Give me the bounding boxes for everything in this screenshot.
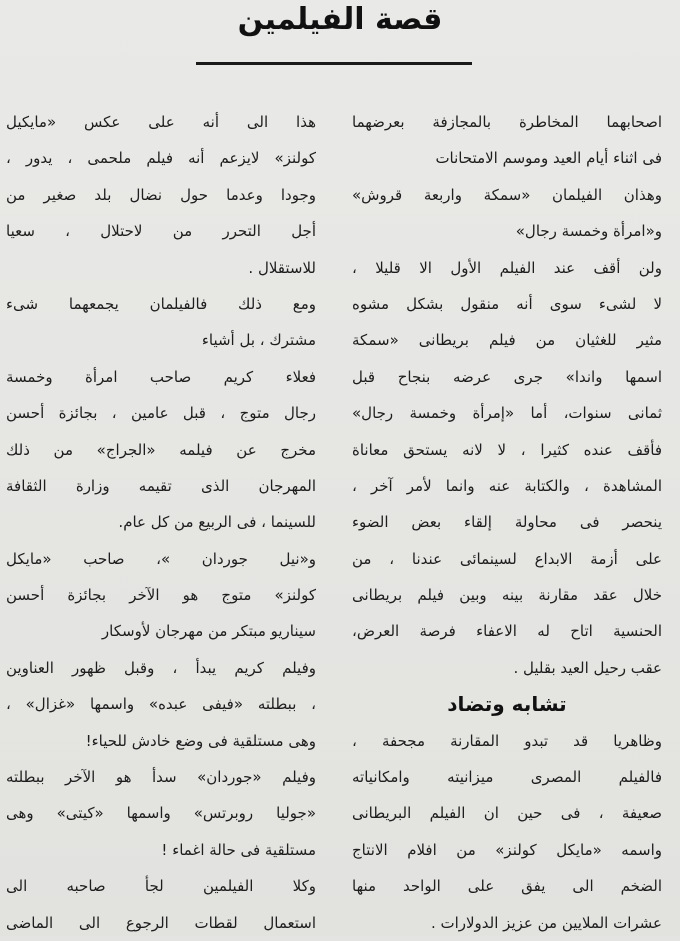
paragraph-line: فالفيلم المصرى ميزانيته وامكانياته xyxy=(352,768,662,787)
title-underline xyxy=(196,62,472,65)
left-column xyxy=(6,104,316,941)
paragraph-line: استعمال لقطات الرجوع الى الماضى xyxy=(6,913,316,932)
paragraph-line: «جوليا روبرتس» واسمها «كيتى» وهى xyxy=(6,804,316,823)
paragraph-line: كولنز» لايزعم أنه فيلم ملحمى ، يدور ، xyxy=(6,149,316,168)
paragraph-line: وفيلم كريم يبدأ ، وقبل ظهور العناوين xyxy=(6,658,316,677)
paragraph-line: مشترك ، بل أشياء xyxy=(201,331,316,350)
paragraph-line: ، ببطلته «فيفى عبده» واسمها «غزال» ، xyxy=(6,695,316,714)
paragraph-line: صعيفة ، فى حين ان الفيلم البريطانى xyxy=(352,804,662,823)
paragraph-line: و«امرأة وخمسة رجال» xyxy=(515,222,662,241)
paragraph-line: عشرات الملايين من عزيز الدولارات . xyxy=(430,913,662,932)
paragraph-line: رجال متوج ، قبل عامين ، بجائزة أحسن xyxy=(6,404,316,423)
paragraph-line: للاستقلال . xyxy=(248,258,316,277)
paragraph-line: المهرجان الذى تقيمه وزارة الثقافة xyxy=(6,476,316,495)
paragraph-line: مثير للغثيان من فيلم بريطانى «سمكة xyxy=(352,331,662,350)
paragraph-line: للسينما ، فى الربيع من كل عام. xyxy=(118,513,316,532)
paragraph-line: ثمانى سنوات، أما «إمرأة وخمسة رجال» xyxy=(352,404,662,423)
paragraph-line: ومع ذلك فالفيلمان يجمعهما شىء xyxy=(6,294,316,313)
paragraph-line: هذا الى أنه على عكس «مايكيل xyxy=(6,113,316,131)
paragraph-line: اسمها واندا» جرى عرضه بنجاح قبل xyxy=(352,367,662,386)
paragraph-line: فعلاء كريم صاحب امرأة وخمسة xyxy=(6,367,316,386)
right-column xyxy=(352,104,662,941)
paragraph-line: وظاهريا قد تبدو المقارنة مجحفة ، xyxy=(352,731,662,750)
paragraph-line: المشاهدة ، والكتابة عنه وانما لأمر آخر ، xyxy=(352,476,662,495)
article-title: قصة الفيلمين xyxy=(237,2,443,37)
paragraph-line: و«نيل جوردان »، صاحب «مايكل xyxy=(6,549,316,568)
paragraph-line: أجل التحرر من لاحتلال ، سعيا xyxy=(6,222,316,241)
paragraph-line: سيناريو مبتكر من مهرجان لأوسكار xyxy=(101,622,316,641)
paragraph-line: فأقف عنده كثيرا ، لا لانه يستحق معاناة xyxy=(352,440,662,459)
paragraph-line: واسمه «مايكل كولنز» من افلام الانتاج xyxy=(352,840,662,859)
paragraph-line: مخرج عن فيلمه «الجراج» من ذلك xyxy=(6,440,316,459)
paragraph-line: ولن أقف عند الفيلم الأول الا قليلا ، xyxy=(352,258,662,277)
paragraph-line: عقب رحيل العيد بقليل . xyxy=(513,658,662,677)
paragraph-line: الحنسية اتاح له الاعفاء فرصة العرض، xyxy=(352,622,662,641)
paragraph-line: وهى مستلقية فى وضع خادش للحياء! xyxy=(85,731,316,750)
paragraph-line: خلال عقد مقارنة بينه وبين فيلم بريطانى xyxy=(352,586,662,605)
paragraph-line: وفيلم «جوردان» سدأ هو الآخر ببطلته xyxy=(6,768,316,787)
paragraph-line: كولنز» متوج هو الآخر بجائزة أحسن xyxy=(6,586,316,605)
section-subheading: تشابه وتضاد xyxy=(447,692,567,717)
paragraph-line: ينحصر فى محاولة إلقاء بعض الضوء xyxy=(352,513,662,532)
paragraph-line: وكلا الفيلمين لجأ صاحبه الى xyxy=(6,877,316,896)
paragraph-line: الضخم الى يفق على الواحد منها xyxy=(352,877,662,896)
paragraph-line: على أزمة الابداع لسينمائى عندنا ، من xyxy=(352,549,662,568)
paragraph-line: اصحابهما المخاطرة بالمجازفة بعرضهما xyxy=(352,113,662,131)
paragraph-line: وهذان الفيلمان «سمكة واربعة قروش» xyxy=(352,185,662,204)
paragraph-line: لا لشىء سوى أنه منقول بشكل مشوه xyxy=(352,294,662,313)
paragraph-line: مستلقية فى حالة اغماء ! xyxy=(161,840,316,859)
paragraph-line: وجودا وعدما حول نضال بلد صغير من xyxy=(6,185,316,204)
paragraph-line: فى اثناء أيام العيد وموسم الامتحانات xyxy=(435,149,662,168)
